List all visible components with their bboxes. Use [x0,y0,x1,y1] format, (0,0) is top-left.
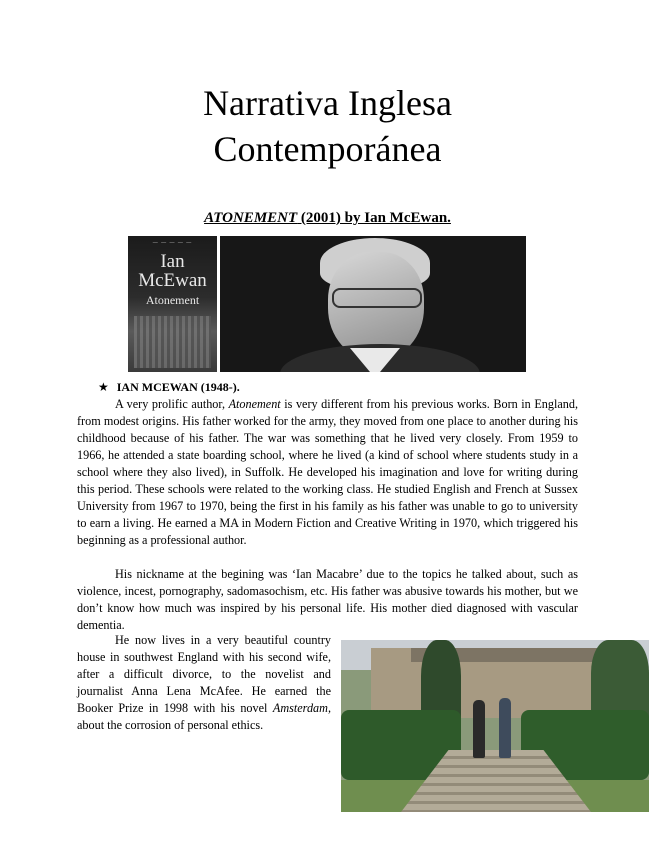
book-cover-top-text: — — — — — [152,240,193,246]
book-cover-author: Ian McEwan [138,251,207,291]
book-cover-scene [134,316,211,368]
section-subtitle [0,210,655,227]
section-heading [98,380,240,395]
section-heading-text: IAN MCEWAN (1948-). [116,380,240,394]
paragraph-biography: A very prolific author, Atonement is very different from his previous works. Born in England, from modest origins. His father worked for the army, they moved from one place to another during his childhood because of his father. The war was something that he lived very closely. From 1959 to 1966, he attended a state boarding school, where he lived (a kind of school where students study in a school where they also lived), in Suffolk. He developed his imagination and love for writing during this period. These schools were related to the working class. He studied English and French at Sussex University from 1967 to 1970, being the first in his family as his father was unable to go to university to earn a living. He earned a MA in Modern Fiction and Creative Writing in 1970, which triggered his beginning as a professional author. [77,397,578,547]
work-title-amsterdam: Amsterdam, [272,701,331,715]
book-cover-image [128,236,217,372]
glasses-icon [332,288,422,308]
paragraph-nickname: His nickname at the begining was ‘Ian Macabre’ due to the topics he talked about, such as violence, incest, pornography, sadomasochism, etc. His father was abusive towards his mother, but we don’t know how much was inspired by his personal life. His mother died diagnosed with vascular dementia. [77,567,578,632]
star-bullet-icon: ★ [98,380,109,394]
paragraph-present-life: He now lives in a very beautiful country house in southwest England with his second wife, after a difficult divorce, to the novelist and journalist Anna Lena McAfee. He earned the Booker Prize in 1998 with his novel Amsterdam, about the corrosion of personal ethics. [77,633,331,732]
person-figure [499,698,511,758]
work-title-atonement: Atonement [228,397,281,411]
person-figure [473,700,485,758]
page-title [0,80,655,172]
book-cover-title: Atonement [145,293,200,307]
subtitle-rest: (2001) by Ian McEwan. [297,210,451,226]
author-portrait-image [220,236,526,372]
country-house-photo [341,640,649,812]
page-title-line-2: Contemporánea [213,129,442,169]
page-title-line-1: Narrativa Inglesa [203,83,452,123]
subtitle-work-title: ATONEMENT [204,210,298,226]
